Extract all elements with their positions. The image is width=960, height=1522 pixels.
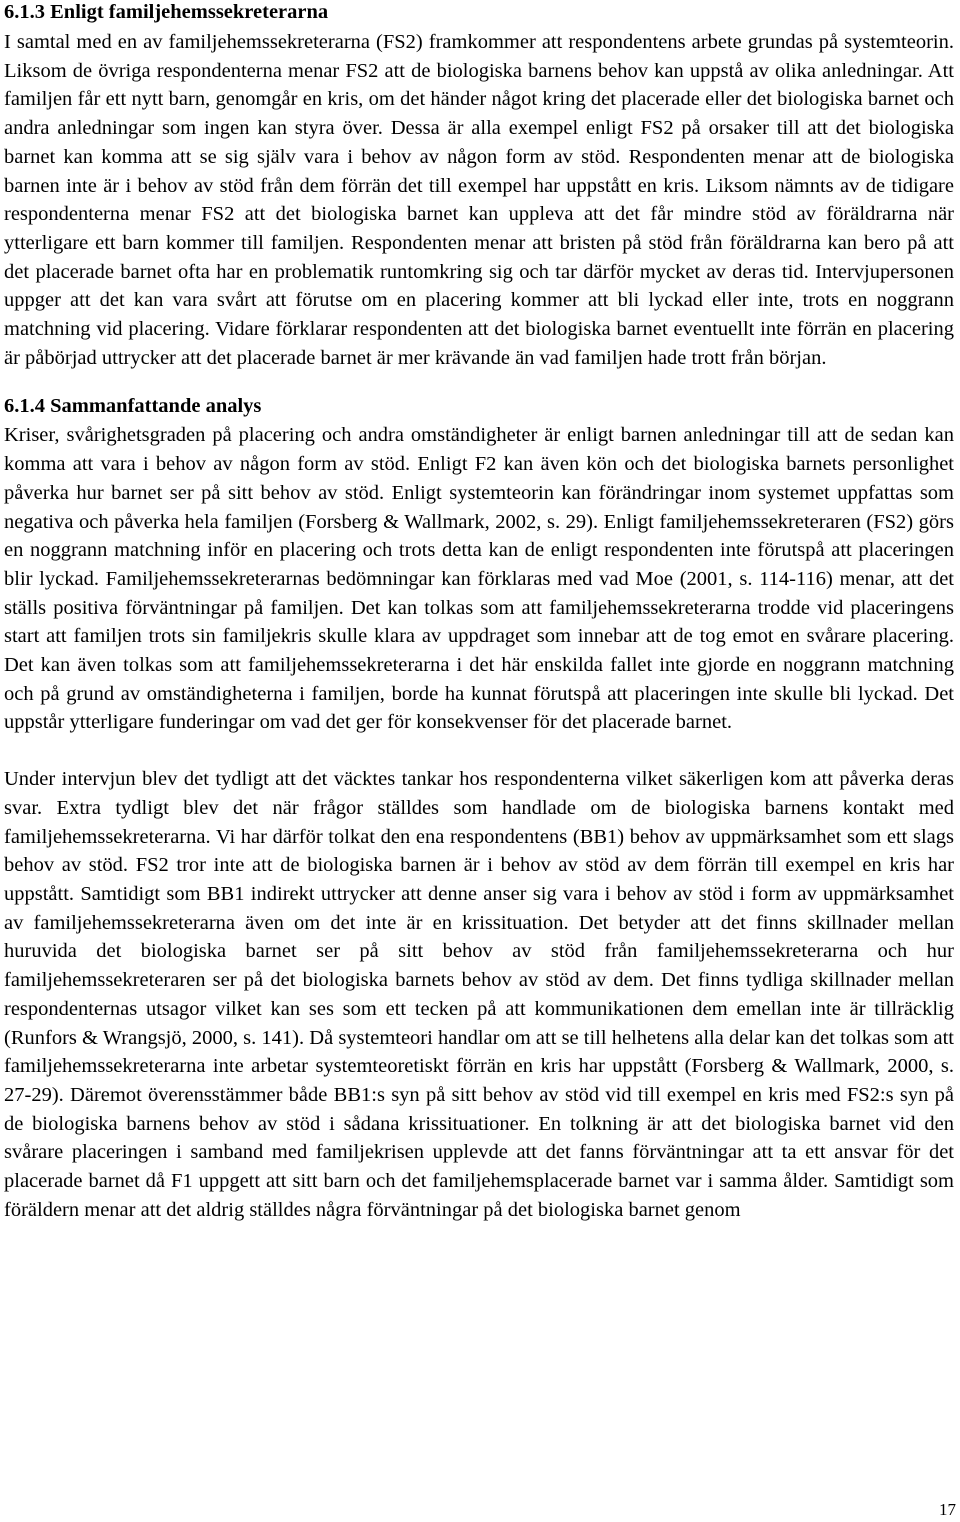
document-page — [4, 0, 954, 1224]
section-heading-6-1-3: 6.1.3 Enligt familjehemssekreterarna — [4, 1, 329, 23]
paragraph-analys-1: Kriser, svårighetsgraden på placering och andra omständigheter är enligt barnen anledningar till att de sedan kan komma att vara i behov av någon form av stöd. Enligt F2 kan även kön och det biologiska barnets personlighet påverka hur barnet ser på sitt behov av stöd. Enligt systemteorin kan förändringar inom systemet uppfattas som negativa och påverka hela familjen (Forsberg & Wallmark, 2002, s. 29). Enligt familjehemssekreteraren (FS2) görs en noggrann matchning inför en placering och trots detta kan de enligt respondenten inte förutspå att placeringen blir lyckad. Familjehemssekreterarnas bedömningar kan förklaras med vad Moe (2001, s. 114-116) menar, att det ställs positiva förväntningar på familjen. Det kan tolkas som att familjehemssekreterarna trodde vid placeringens start att familjen trots sin familjekris skulle klara av uppdraget som innebar att de tog emot en svårare placering. Det kan även tolkas som att familjehemssekreterarna i det här enskilda fallet inte gjorde en noggrann matchning och på grund av omständigheterna i familjen, borde ha kunnat förutspå att placeringen inte skulle bli lyckad. Det uppstår ytterligare funderingar om vad det ger för konsekvenser för det placerade barnet. — [4, 424, 954, 734]
paragraph-analys-2: Under intervjun blev det tydligt att det väcktes tankar hos respondenterna vilket säkerligen kom att påverka deras svar. Extra tydligt blev det när frågor ställdes som handlade om de biologiska barnens kontakt med familjehemssekreterarna. Vi har därför tolkat den ena respondentens (BB1) behov av uppmärksamhet som ett slags behov av stöd. FS2 tror inte att de biologiska barnen är i behov av stöd av dem förrän till exempel en kris har uppstått. Samtidigt som BB1 indirekt uttrycker att denne anser sig vara i behov av stöd i form av uppmärksamhet av familjehemssekreterarna även om det inte är en krissituation. Det betyder att det finns skillnader mellan huruvida det biologiska barnet ser på sitt behov av stöd från familjehemssekreterarna och hur familjehemssekreteraren ser på det biologiska barnets behov av stöd av dem. Det finns tydliga skillnader mellan respondenternas utsagor vilket kan ses som ett tecken på att kommunikationen dem emellan inte är tillräcklig (Runfors & Wrangsjö, 2000, s. 141). Då systemteori handlar om att se till helhetens alla delar kan det tolkas som att familjehemssekreterarna inte arbetar systemteoretiskt förrän en kris har uppstått (Forsberg & Wallmark, 2000, s. 27-29). Däremot överensstämmer både BB1:s syn på sitt behov av stöd vid till exempel en kris med FS2:s syn på de biologiska barnens behov av stöd i sådana krissituationer. En tolkning är att det biologiska barnet vid den svårare placeringen i samband med familjekrisen upplevde att det fanns förväntningar att ta ett ansvar för det placerade barnet då F1 uppgett att sitt barn och det familjehemsplacerade barnet var i samma ålder. Samtidigt som föräldern menar att det aldrig ställdes några förväntningar på det biologiska barnet genom — [4, 768, 954, 1221]
section-heading-6-1-4: 6.1.4 Sammanfattande analys — [4, 395, 262, 418]
page-number: 17 — [939, 1500, 956, 1519]
paragraph-familjehemssekreterarna: I samtal med en av familjehemssekreterarna (FS2) framkommer att respondentens arbete grundas på systemteorin. Liksom de övriga respondenterna menar FS2 att de biologiska barnens behov kan uppstå av olika anledningar. Att familjen får ett nytt barn, genomgår en kris, om det händer något kring det placerade eller det biologiska barnet och andra anledningar som ingen kan styra över. Dessa är alla exempel enligt FS2 på orsaker till att det biologiska barnet kan komma att se sig själv vara i behov av någon form av stöd. Respondenten menar att de biologiska barnen inte är i behov av stöd från dem förrän det till exempel har uppstått en kris. Liksom nämnts av de tidigare respondenterna menar FS2 att det biologiska barnet kan uppleva att det får mindre stöd av föräldrarna när ytterligare ett barn kommer till familjen. Respondenten menar att bristen på stöd från föräldrarna kan bero på att det placerade barnet ofta har en problematik runtomkring sig och tar därför mycket av deras tid. Intervjupersonen uppger att det kan vara svårt att förutse om en placering kommer att bli lyckad eller inte, trots en noggrann matchning vid placering. Vidare förklarar respondenten att det biologiska barnet eventuellt inte förrän en placering är påbörjad uttrycker att det placerade barnet är mer krävande än vad familjen hade trott från början. — [4, 31, 954, 369]
